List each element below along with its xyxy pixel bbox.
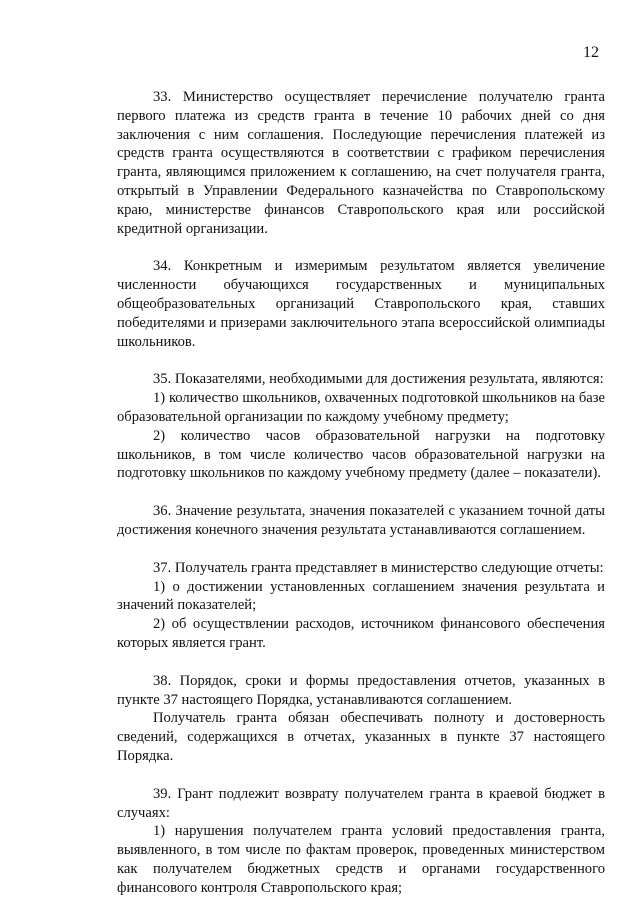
section-34 (117, 257, 605, 351)
paragraph: 33. Министерство осуществляет перечисление получателю гранта первого платежа из средств гранта в течение 10 рабочих дней со дня заключения с ним соглашения. Последующие перечисления платежей из средств гранта осуществляются в соответствии с графиком перечисления гранта, являющимся приложением к соглашению, на счет получателя гранта, открытый в Управлении Федерального казначейства по Ставропольскому краю, министерстве финансов Ставропольского края или российской кредитной организации. (117, 89, 605, 237)
list-item: 1) о достижении установленных соглашением значения результата и значений показателей; (117, 578, 605, 614)
section-37 (117, 559, 605, 653)
paragraph: 37. Получатель гранта представляет в министерство следующие отчеты: (153, 559, 604, 576)
page-number: 12 (583, 44, 599, 61)
paragraph: 38. Порядок, сроки и формы предоставления отчетов, указанных в пункте 37 настоящего Порядка, устанавливаются соглашением. (117, 672, 605, 708)
document-body (117, 88, 605, 916)
list-item: 2) об осуществлении расходов, источником финансового обеспечения которых является грант. (117, 616, 605, 651)
paragraph: 36. Значение результата, значения показателей с указанием точной даты достижения конечного значения результата устанавливаются соглашением. (117, 503, 605, 538)
paragraph: 39. Грант подлежит возврату получателем гранта в краевой бюджет в случаях: (117, 785, 605, 821)
list-item: 2) количество часов образовательной нагрузки на подготовку школьников, в том числе количество часов образовательной нагрузки на подготовку школьников по каждому учебному предмету (далее – показатели). (117, 427, 605, 482)
paragraph: Получатель гранта обязан обеспечивать полноту и достоверность сведений, содержащихся в отчетах, указанных в пункте 37 настоящего Порядка. (117, 710, 605, 764)
section-38 (117, 672, 605, 766)
paragraph: 34. Конкретным и измеримым результатом является увеличение численности обучающихся государственных и муниципальных общеобразовательных организаций Ставропольского края, ставших победителями и призерами заключительного этапа всероссийской олимпиады школьников. (117, 258, 605, 350)
section-35 (117, 370, 605, 483)
list-item: 1) нарушения получателем гранта условий предоставления гранта, выявленного, в том числе по фактам проверок, проведенных министерством как получателем бюджетных средств и органами государственного финансового контроля Ставропольского края; (117, 823, 605, 896)
section-33 (117, 88, 605, 238)
section-36 (117, 502, 605, 540)
paragraph: 35. Показателями, необходимыми для достижения результата, являются: (153, 371, 604, 388)
list-item: 1) количество школьников, охваченных подготовкой школьников на базе образовательной организации по каждому учебному предмету; (117, 390, 605, 425)
section-39 (117, 785, 605, 898)
